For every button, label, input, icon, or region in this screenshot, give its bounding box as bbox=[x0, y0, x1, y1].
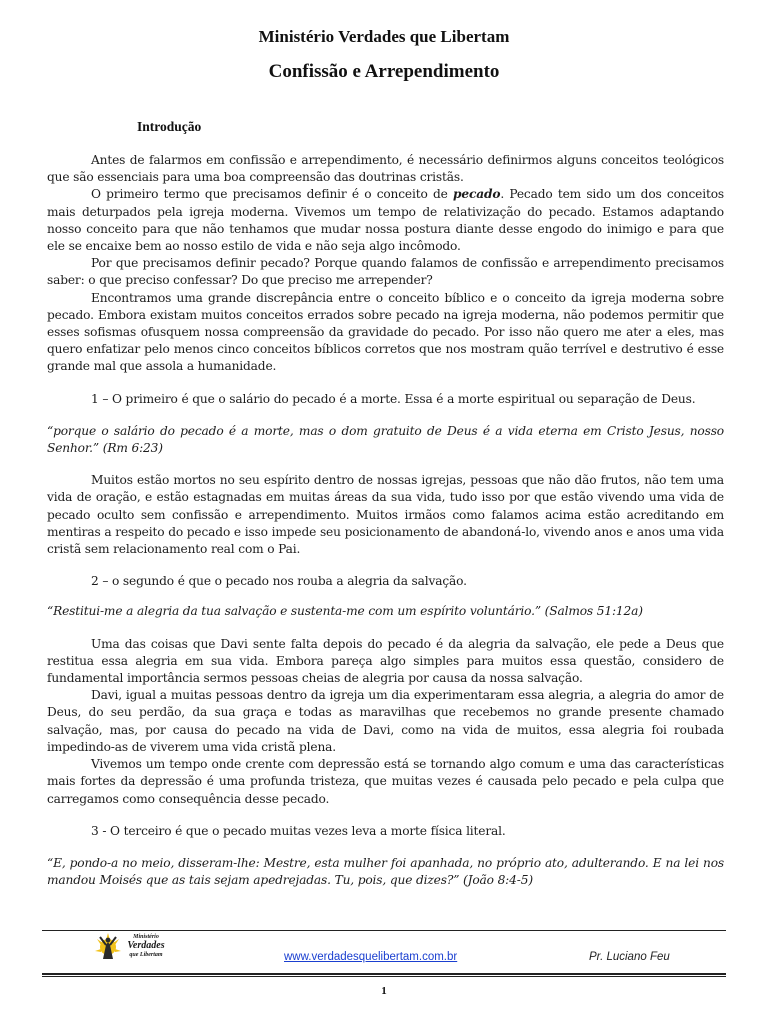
point-one: 1 – O primeiro é que o salário do pecado é a morte. Essa é a morte espiritual ou separação de Deus. bbox=[91, 391, 696, 406]
highlighted-term: pecado bbox=[452, 187, 501, 202]
logo-text-line1: Ministério bbox=[133, 934, 159, 940]
author-name: Pr. Luciano Feu bbox=[589, 951, 670, 963]
logo-text-line2: Verdades bbox=[127, 940, 165, 951]
document-title: Confissão e Arrependimento bbox=[268, 61, 500, 82]
bible-quote-john: “E, pondo-a no meio, disseram-lhe: Mestre, esta mulher foi apanhada, no próprio ato, adulterando. E na lei nos mandou Moisés que as tais sejam apedrejadas. Tu, pois, que dizes?” (João 8:4-5) bbox=[47, 855, 724, 888]
page-number: 1 bbox=[381, 985, 387, 997]
paragraph-text: . Pecado tem sido um dos conceitos mais deturpados pela igreja moderna. Vivemos um tempo de relativização do pecado. Estamos adaptando nosso conceito para que não tenhamos que mudar nossa postura diante desse engodo do inimigo e para que ele se encaixe bem ao nosso estilo de vida e não seja algo incômodo. bbox=[47, 187, 725, 254]
paragraph-depression: Vivemos um tempo onde crente com depressão está se tornando algo comum e uma das características mais fortes da depressão é uma profunda tristeza, que muitas vezes é causada pelo pecado e pela culpa que carregamos como consequência desse pecado. bbox=[47, 757, 724, 806]
point-three: 3 - O terceiro é que o pecado muitas vezes leva a morte física literal. bbox=[91, 823, 506, 838]
paragraph-david-joy: Uma das coisas que Davi sente falta depois do pecado é da alegria da salvação, ele pede a Deus que restitua essa alegria em sua vida. Embora pareça algo simples para muitos essa questão, considero de fundamental importância sermos pessoas cheias de alegria por causa da nossa salvação. bbox=[47, 636, 724, 686]
ministry-logo bbox=[92, 931, 176, 961]
paragraph-text: O primeiro termo que precisamos definir é o conceito de bbox=[91, 187, 453, 202]
organization-title: Ministério Verdades que Libertam bbox=[258, 27, 510, 46]
bible-quote-psalms: “Restitui-me a alegria da tua salvação e sustenta-me com um espírito voluntário.” (Salmos 51:12a) bbox=[47, 604, 643, 619]
paragraph-spiritual-death: Muitos estão mortos no seu espírito dentro de nossas igrejas, pessoas que não dão frutos, não tem uma vida de oração, e estão estagnadas em muitas áreas da sua vida, tudo isso por que estão vivendo uma vida de pecado oculto sem confissão e arrependimento. Muitos irmãos como falamos acima estão acreditando em mentiras a respeito do pecado e isso impede seu posicionamento de abandoná-lo, vivendo anos e anos uma vida cristã sem relacionamento real com o Pai. bbox=[47, 473, 724, 557]
logo-text-line3: que Libertam bbox=[129, 952, 163, 958]
point-two: 2 – o segundo é que o pecado nos rouba a alegria da salvação. bbox=[91, 574, 467, 589]
paragraph-discrepancy: Encontramos uma grande discrepância entre o conceito bíblico e o conceito da igreja moderna sobre pecado. Embora existam muitos conceitos errados sobre pecado na igreja moderna, não podemos permitir que esses sofismas ofusquem nossa compreensão da gravidade do pecado. Por isso não quero me ater a eles, mas quero enfatizar pelo menos cinco conceitos bíblicos corretos que nos mostram quão terrível e destrutivo é esse grande mal que assola a humanidade. bbox=[47, 290, 724, 374]
paragraph-sin-definition bbox=[47, 186, 724, 255]
document-body bbox=[47, 152, 724, 889]
paragraph-why-define: Por que precisamos definir pecado? Porque quando falamos de confissão e arrependimento precisamos saber: o que preciso confessar? Do que preciso me arrepender? bbox=[47, 256, 724, 288]
footer-divider-bottom bbox=[42, 973, 726, 977]
section-heading: Introdução bbox=[137, 119, 202, 134]
paragraph-intro: Antes de falarmos em confissão e arrependimento, é necessário definirmos alguns conceitos teológicos que são essenciais para uma boa compreensão das doutrinas cristãs. bbox=[47, 153, 724, 185]
website-link[interactable]: www.verdadesquelibertam.com.br bbox=[284, 951, 458, 963]
paragraph-david-experience: Davi, igual a muitas pessoas dentro da igreja um dia experimentaram essa alegria, a alegria do amor de Deus, do seu perdão, da sua graça e todas as maravilhas que recebemos no grande presente chamado salvação, mas, por causa do pecado na vida de Davi, como na vida de muitos, essa alegria foi roubada impedindo-as de viverem uma vida cristã plena. bbox=[47, 688, 724, 754]
bible-quote-romans: “porque o salário do pecado é a morte, mas o dom gratuito de Deus é a vida eterna em Cristo Jesus, nosso Senhor.” (Rm 6:23) bbox=[47, 423, 724, 456]
